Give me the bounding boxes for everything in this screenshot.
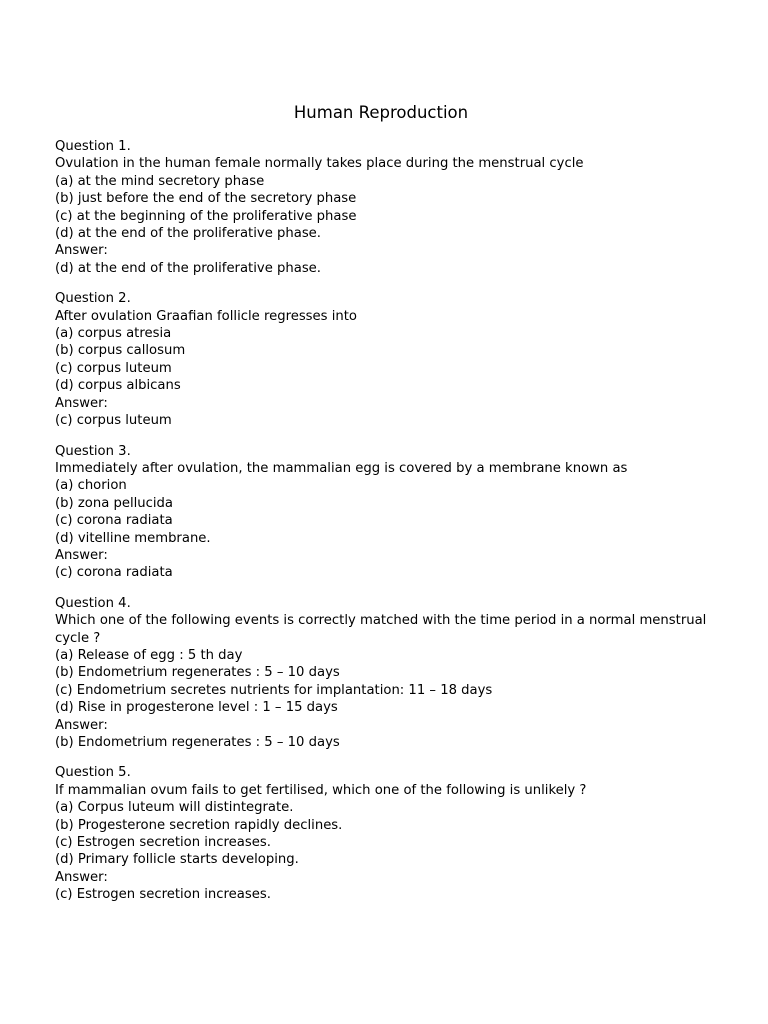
option-b: (b) Endometrium regenerates : 5 – 10 days	[55, 665, 340, 681]
question-block-1	[55, 138, 735, 277]
question-list	[55, 138, 735, 917]
question-prompt: Immediately after ovulation, the mammalian egg is covered by a membrane known as	[55, 460, 628, 476]
question-prompt: Which one of the following events is correctly matched with the time period in a normal menstrual cycle ?	[55, 613, 707, 646]
question-label: Question 3.	[55, 443, 131, 459]
option-c: (c) at the beginning of the proliferative phase	[55, 208, 357, 224]
option-a: (a) Corpus luteum will distintegrate.	[55, 800, 294, 816]
question-label: Question 1.	[55, 139, 131, 154]
option-b: (b) Progesterone secretion rapidly declines.	[55, 817, 343, 833]
option-a: (a) at the mind secretory phase	[55, 173, 265, 189]
option-d: (d) corpus albicans	[55, 378, 181, 394]
question-prompt: If mammalian ovum fails to get fertilised, which one of the following is unlikely ?	[55, 782, 587, 798]
option-a: (a) chorion	[55, 478, 127, 494]
question-block-2	[55, 290, 735, 429]
answer-label: Answer:	[55, 547, 108, 563]
question-label: Question 4.	[55, 595, 131, 611]
option-c: (c) Endometrium secretes nutrients for implantation: 11 – 18 days	[55, 682, 493, 698]
option-c: (c) Estrogen secretion increases.	[55, 835, 271, 851]
option-c: (c) corpus luteum	[55, 360, 172, 376]
question-block-4	[55, 595, 735, 752]
answer-label: Answer:	[55, 395, 108, 411]
question-prompt: Ovulation in the human female normally takes place during the menstrual cycle	[55, 156, 584, 172]
option-b: (b) zona pellucida	[55, 495, 174, 511]
answer-label: Answer:	[55, 243, 108, 259]
answer-label: Answer:	[55, 869, 108, 885]
answer-text: (c) Estrogen secretion increases.	[55, 887, 271, 903]
answer-text: (d) at the end of the proliferative phase.	[55, 260, 321, 276]
question-prompt: After ovulation Graafian follicle regresses into	[55, 308, 357, 324]
option-d: (d) at the end of the proliferative phase.	[55, 226, 321, 242]
option-c: (c) corona radiata	[55, 513, 173, 529]
answer-label: Answer:	[55, 717, 108, 733]
answer-text: (c) corpus luteum	[55, 413, 172, 429]
option-b: (b) corpus callosum	[55, 343, 186, 359]
option-d: (d) Rise in progesterone level : 1 – 15 days	[55, 700, 338, 716]
answer-text: (c) corona radiata	[55, 565, 173, 581]
question-label: Question 5.	[55, 765, 131, 781]
question-label: Question 2.	[55, 291, 131, 307]
option-d: (d) Primary follicle starts developing.	[55, 852, 299, 868]
option-b: (b) just before the end of the secretory phase	[55, 191, 357, 207]
option-d: (d) vitelline membrane.	[55, 530, 211, 546]
question-block-5	[55, 764, 735, 903]
option-a: (a) corpus atresia	[55, 326, 172, 342]
option-a: (a) Release of egg : 5 th day	[55, 647, 243, 663]
question-block-3	[55, 443, 735, 582]
answer-text: (b) Endometrium regenerates : 5 – 10 days	[55, 735, 340, 750]
page-title: Human Reproduction	[293, 103, 469, 122]
